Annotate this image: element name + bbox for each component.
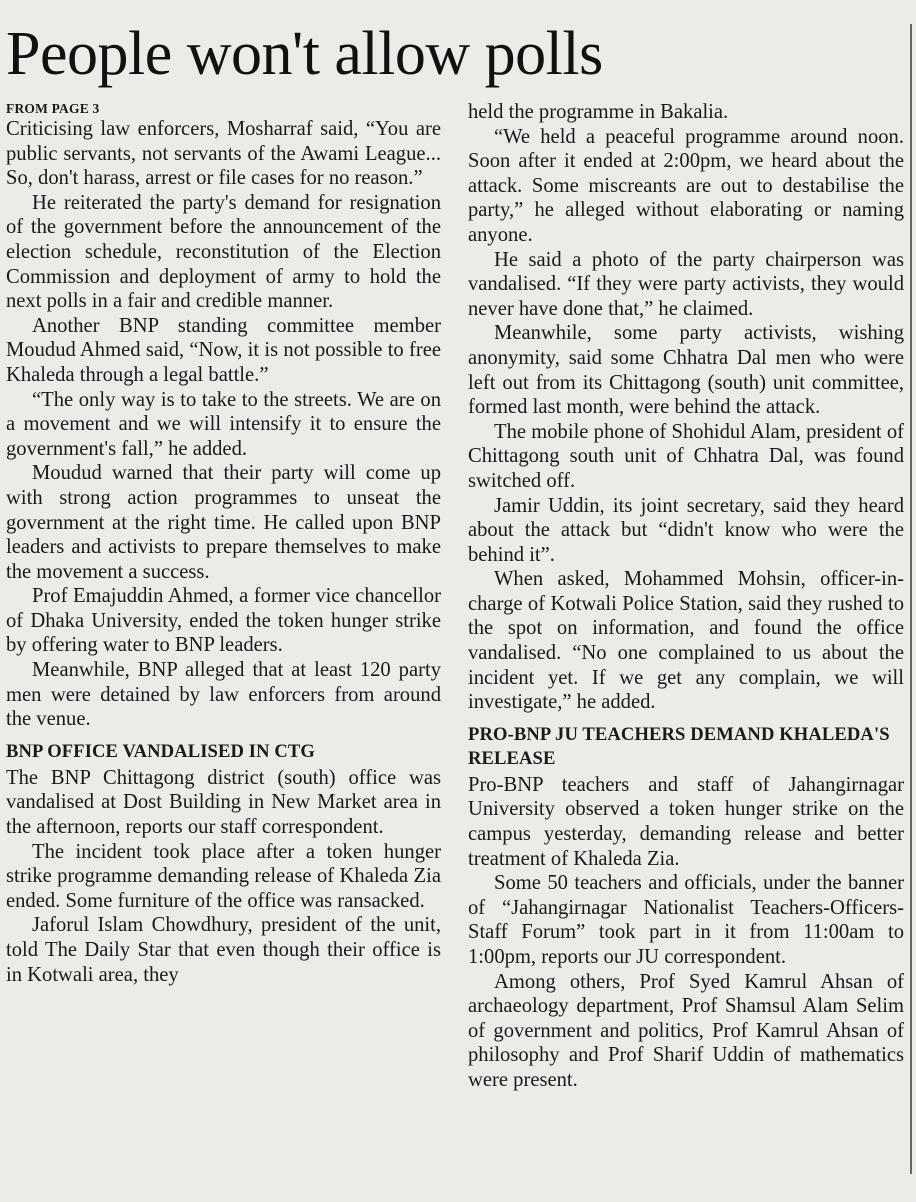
paragraph: Some 50 teachers and officials, under the banner of “Jahangirnagar Nationalist Teachers-Officers-Staff Forum” took part in it from 11:00am to 1:00pm, reports our JU correspondent.: [468, 872, 904, 968]
paragraph: held the programme in Bakalia.: [468, 101, 729, 123]
paragraph: He reiterated the party's demand for resignation of the government before the announcement of the election schedule, reconstitution of the Election Commission and deployment of army to hold the next polls in a fair and credible manner.: [6, 191, 441, 313]
paragraph: Pro-BNP teachers and staff of Jahangirnagar University observed a token hunger strike on the campus yesterday, demanding release and better treatment of Khaleda Zia.: [468, 773, 904, 870]
paragraph: “The only way is to take to the streets. We are on a movement and we will intensify it to ensure the government's fall,” he added.: [6, 388, 441, 460]
paragraph: He said a photo of the party chairperson was vandalised. “If they were party activists, they would never have done that,” he claimed.: [468, 248, 904, 320]
right-column: [468, 100, 904, 1093]
paragraph: The BNP Chittagong district (south) office was vandalised at Dost Building in New Market area in the afternoon, reports our staff correspondent.: [6, 766, 441, 839]
paragraph: Another BNP standing committee member Moudud Ahmed said, “Now, it is not possible to free Khaleda through a legal battle.”: [6, 314, 441, 386]
paragraph: Jaforul Islam Chowdhury, president of the unit, told The Daily Star that even though their office is in Kotwali area, they: [6, 914, 441, 986]
kicker: FROM PAGE 3: [6, 101, 100, 116]
subhead: PRO-BNP JU TEACHERS DEMAND KHALEDA'S RELEASE: [468, 723, 890, 769]
paragraph: When asked, Mohammed Mohsin, officer-in-charge of Kotwali Police Station, said they rushed to the spot on information, and found the office vandalised. “No one complained to us about the incident yet. If we get any complain, we will investigate,” he added.: [468, 568, 904, 714]
paragraph: Criticising law enforcers, Mosharraf said, “You are public servants, not servants of the Awami League... So, don't harass, arrest or file cases for no reason.”: [6, 118, 441, 190]
paragraph: Among others, Prof Syed Kamrul Ahsan of archaeology department, Prof Shamsul Alam Selim of government and politics, Prof Kamrul Ahsan of philosophy and Prof Sharif Uddin of mathematics were present.: [468, 970, 904, 1091]
paragraph: The mobile phone of Shohidul Alam, president of Chittagong south unit of Chhatra Dal, was found switched off.: [468, 420, 904, 492]
headline: People won't allow polls: [6, 20, 603, 88]
subhead: BNP OFFICE VANDALISED IN CTG: [6, 740, 315, 762]
column-rule: [910, 24, 912, 1174]
paragraph: Meanwhile, BNP alleged that at least 120 party men were detained by law enforcers from around the venue.: [6, 659, 441, 731]
left-column: [6, 100, 441, 987]
paragraph: The incident took place after a token hunger strike programme demanding release of Khaleda Zia ended. Some furniture of the office was ransacked.: [6, 840, 441, 912]
paragraph: Meanwhile, some party activists, wishing anonymity, said some Chhatra Dal men who were left out from its Chittagong (south) unit committee, formed last month, were behind the attack.: [468, 322, 904, 419]
paragraph: Jamir Uddin, its joint secretary, said they heard about the attack but “didn't know who were the behind it”.: [468, 494, 904, 566]
paragraph: Moudud warned that their party will come up with strong action programmes to unseat the government at the right time. He called upon BNP leaders and activists to prepare themselves to make the movement a success.: [6, 462, 441, 583]
paragraph: “We held a peaceful programme around noon. Soon after it ended at 2:00pm, we heard about the attack. Some miscreants are out to destabilise the party,” he alleged without elaborating or naming anyone.: [468, 125, 904, 246]
paragraph: Prof Emajuddin Ahmed, a former vice chancellor of Dhaka University, ended the token hunger strike by offering water to BNP leaders.: [6, 585, 441, 657]
